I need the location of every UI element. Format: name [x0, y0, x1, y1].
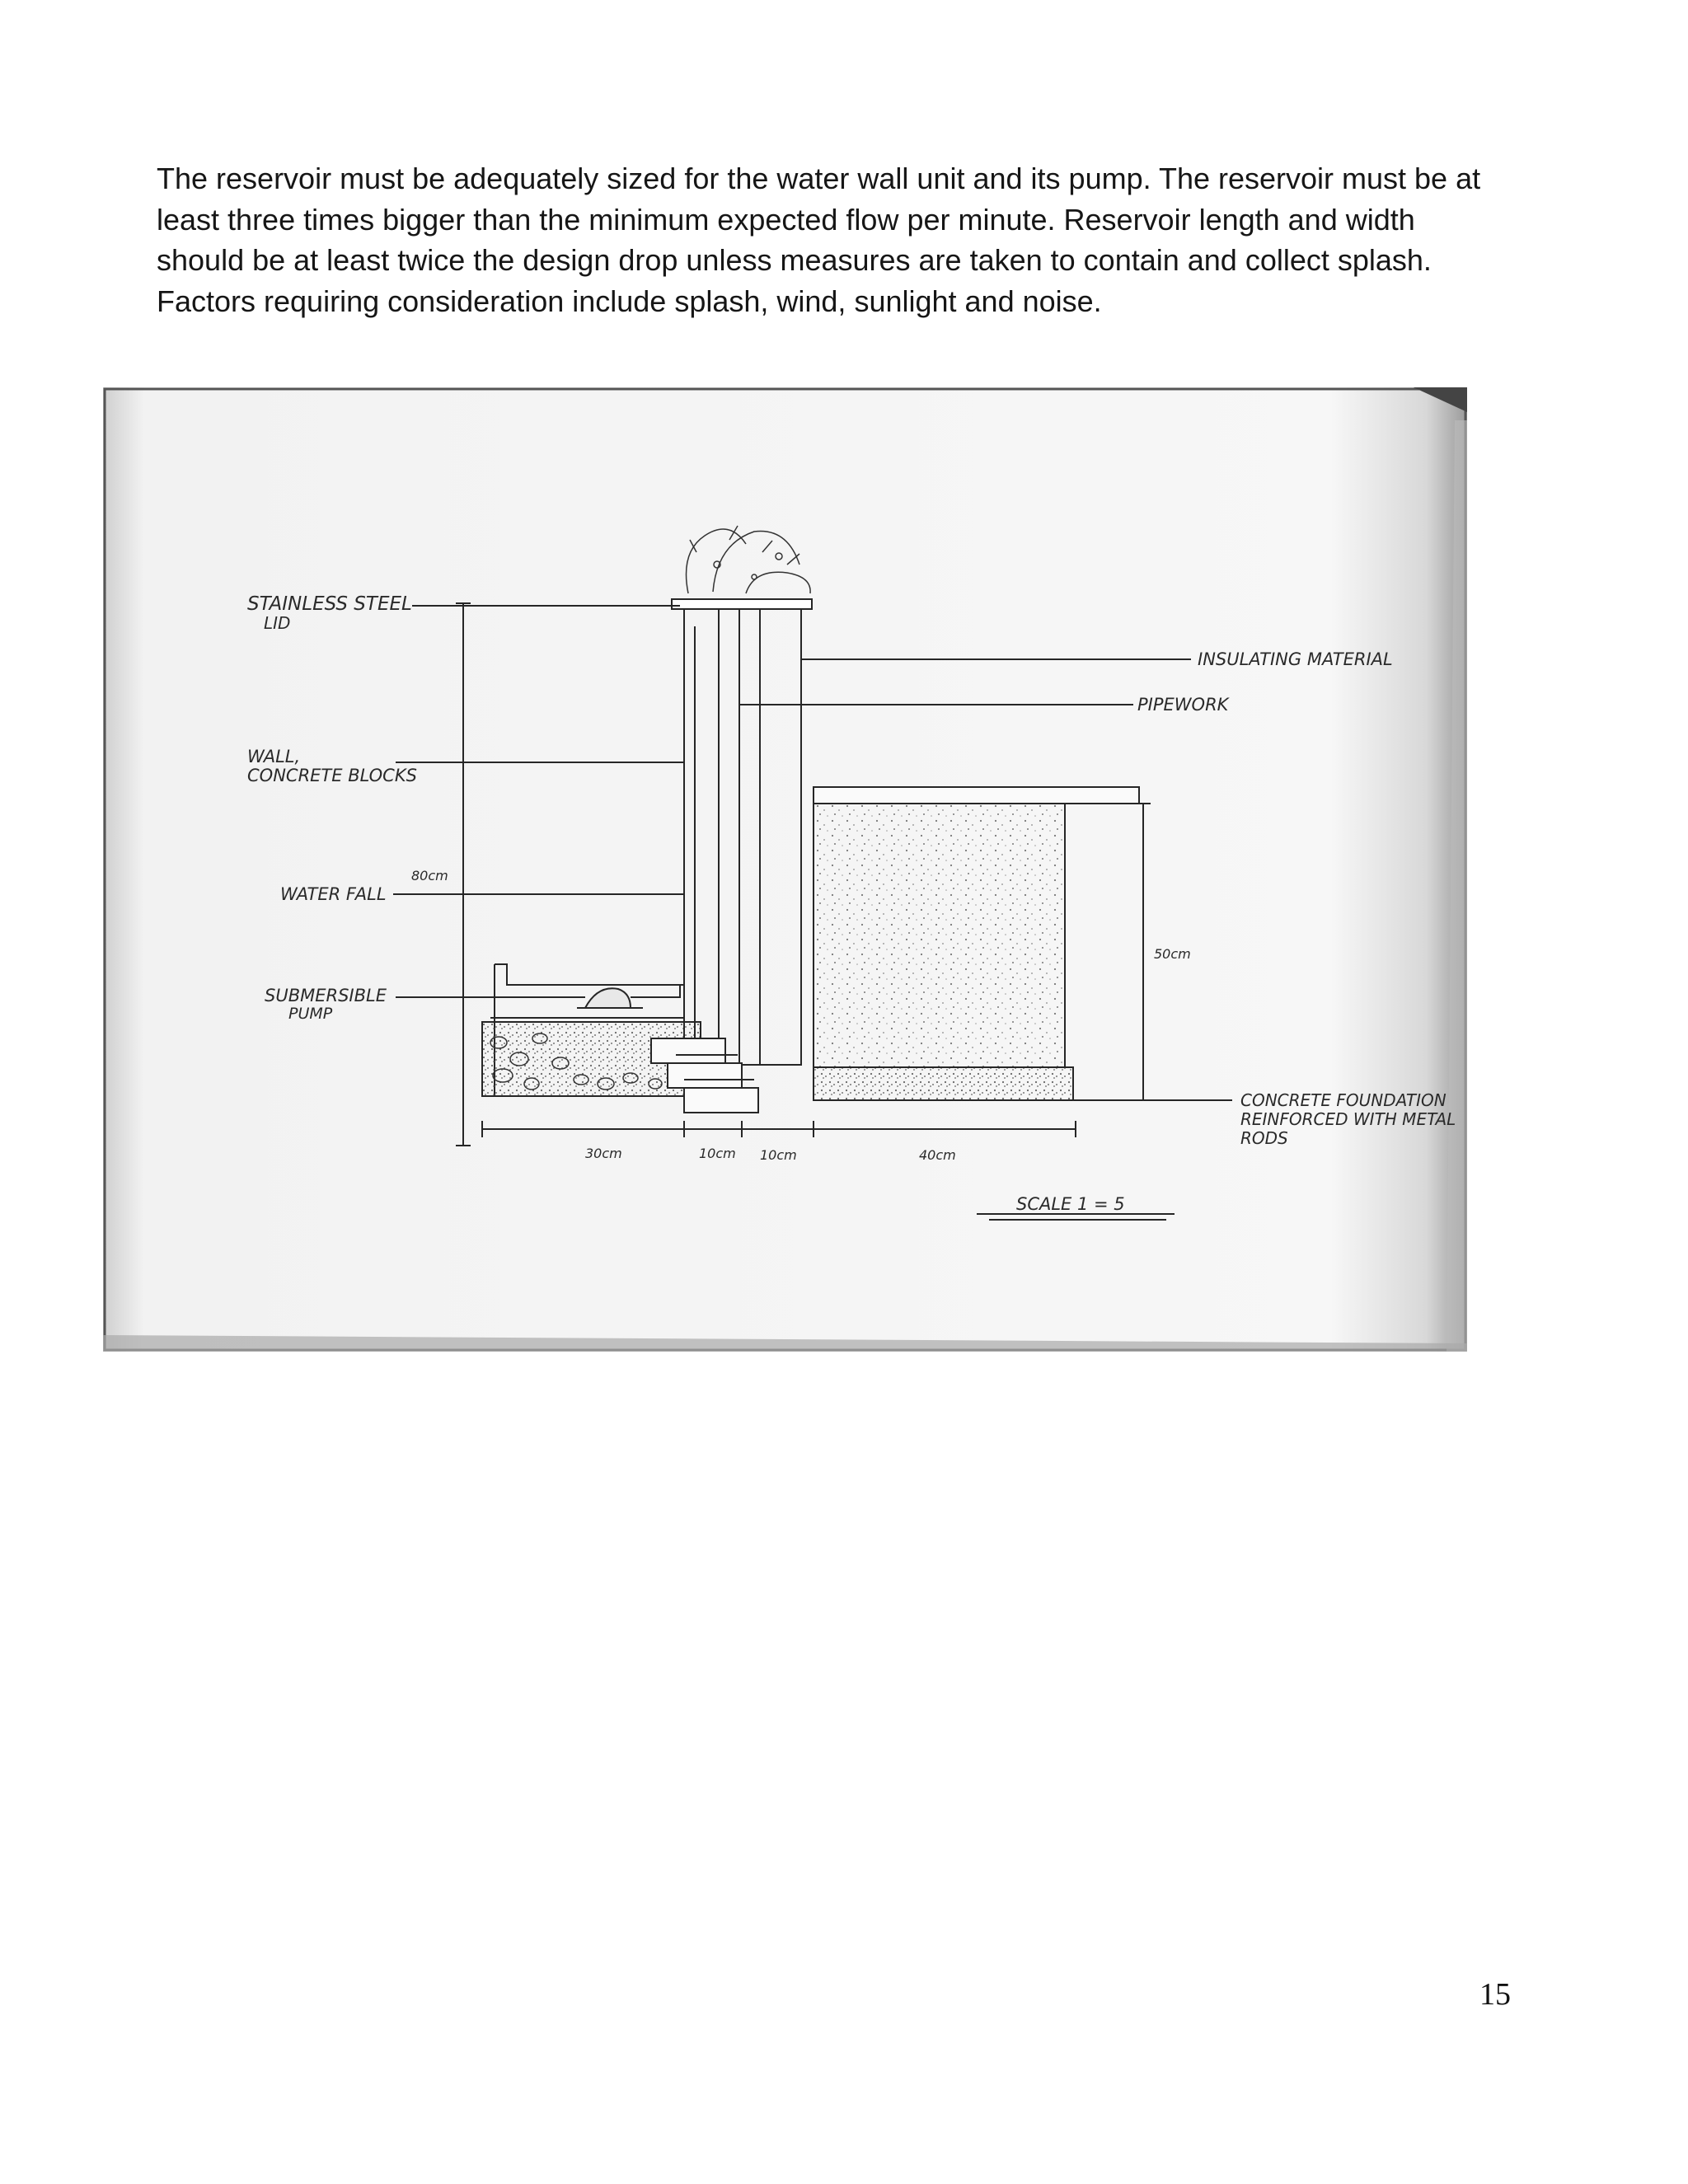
label-foundation-line2: REINFORCED WITH METAL — [1240, 1109, 1456, 1129]
label-foundation-line3: RODS — [1240, 1128, 1288, 1148]
lid-cap — [672, 599, 812, 609]
label-lid-line1: STAINLESS STEEL — [247, 593, 412, 615]
block-step-2 — [668, 1063, 742, 1088]
page-number: 15 — [1479, 1977, 1511, 2012]
paragraph-line: should be at least twice the design drop unless measures are taken to contain and collect splash. — [157, 243, 1432, 277]
label-wall-line1: WALL, — [247, 747, 301, 766]
concrete-foundation — [814, 1067, 1073, 1100]
paragraph-line: least three times bigger than the minimum expected flow per minute. Reservoir length and width — [157, 202, 1415, 237]
label-scale: SCALE 1 = 5 — [1016, 1194, 1125, 1214]
dimension-label-10b: 10cm — [760, 1147, 797, 1163]
label-insulating: INSULATING MATERIAL — [1198, 649, 1393, 669]
body-paragraph — [157, 158, 1558, 321]
block-step-1 — [651, 1038, 725, 1063]
label-pump-line1: SUBMERSIBLE — [265, 986, 387, 1005]
paragraph-line: Factors requiring consideration include splash, wind, sunlight and noise. — [157, 284, 1102, 318]
dimension-label-30: 30cm — [585, 1146, 622, 1161]
label-lid-line2: LID — [264, 613, 291, 633]
planter-lid — [814, 787, 1139, 804]
label-pump-line2: PUMP — [288, 1005, 333, 1023]
dimension-label-40: 40cm — [919, 1147, 956, 1163]
block-step-3 — [684, 1088, 758, 1113]
planter-box — [814, 804, 1065, 1067]
section-drawing-svg — [103, 387, 1467, 1352]
paragraph-line: The reservoir must be adequately sized for the water wall unit and its pump. The reservoir must be at — [157, 162, 1481, 195]
dimension-label-50: 50cm — [1154, 946, 1191, 962]
dimension-label-10a: 10cm — [699, 1146, 736, 1161]
label-waterfall: WATER FALL — [280, 884, 387, 904]
label-pipework: PIPEWORK — [1137, 695, 1229, 715]
scanned-drawing — [103, 387, 1467, 1352]
label-wall-line2: CONCRETE BLOCKS — [247, 766, 417, 785]
dimension-label-80: 80cm — [411, 868, 448, 883]
label-foundation-line1: CONCRETE FOUNDATION — [1240, 1090, 1447, 1110]
paper-sheet — [103, 387, 1467, 1352]
